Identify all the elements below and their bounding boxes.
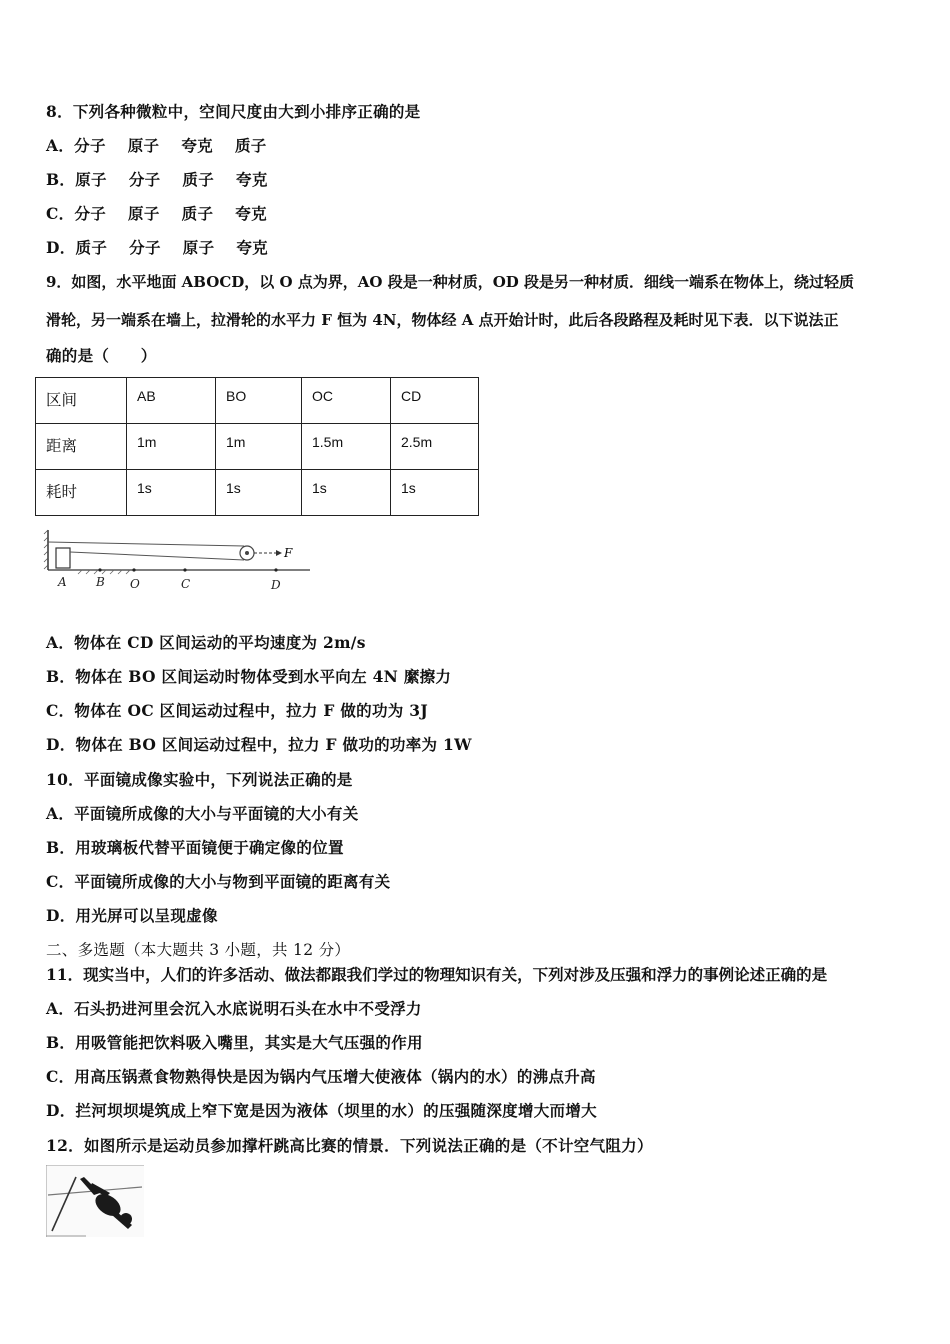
table-cell: 1s <box>216 470 302 516</box>
table-cell: 2.5m <box>391 424 479 470</box>
table-cell: 1m <box>127 424 216 470</box>
table-cell: 距离 <box>36 424 127 470</box>
table-cell: 1.5m <box>302 424 391 470</box>
table-cell: 1s <box>127 470 216 516</box>
point-d <box>274 568 277 571</box>
force-arrow-head <box>276 550 282 556</box>
string-lower <box>70 552 244 560</box>
q9-stem-line2: 滑轮，另一端系在墙上，拉滑轮的水平力 F 恒为 4N，物体经 A 点开始计时，此后各段路程及耗时见下表．以下说法正 <box>46 311 839 329</box>
string-upper <box>48 542 244 546</box>
table-row <box>36 424 479 470</box>
table-cell: 区间 <box>36 378 127 424</box>
table-row <box>36 378 479 424</box>
table-cell: OC <box>302 378 391 424</box>
q11-option-d: D．拦河坝坝堤筑成上窄下宽是因为液体（坝里的水）的压强随深度增大而增大 <box>46 1101 597 1120</box>
q9-stem-line3: 确的是（ ） <box>46 346 157 365</box>
table-row <box>36 470 479 516</box>
label-d: D <box>271 578 281 592</box>
section-title: 二、多选题（本大题共 3 小题，共 12 分） <box>46 941 351 959</box>
q9-data-table <box>35 377 479 516</box>
table-cell: 1m <box>216 424 302 470</box>
label-b: B <box>96 575 105 589</box>
q8-option-d: D．质子 分子 原子 夸克 <box>46 238 268 257</box>
point-o <box>132 568 135 571</box>
table-cell: BO <box>216 378 302 424</box>
table-cell: 1s <box>391 470 479 516</box>
q8-option-a: A．分子 原子 夸克 质子 <box>46 136 267 155</box>
label-a: A <box>58 575 67 589</box>
q12-stem: 12．如图所示是运动员参加撑杆跳高比赛的情景．下列说法正确的是（不计空气阻力） <box>46 1136 653 1155</box>
q8-option-b: B．原子 分子 质子 夸克 <box>46 170 268 189</box>
q11-option-c: C．用高压锅煮食物熟得快是因为锅内气压增大使液体（锅内的水）的沸点升高 <box>46 1067 596 1086</box>
label-f: F <box>284 546 293 560</box>
q10-option-c: C．平面镜所成像的大小与物到平面镜的距离有关 <box>46 872 391 891</box>
label-c: C <box>181 577 191 591</box>
q10-option-a: A．平面镜所成像的大小与平面镜的大小有关 <box>46 804 359 823</box>
q9-option-d: D．物体在 BO 区间运动过程中，拉力 F 做功的功率为 1W <box>46 735 472 754</box>
q9-option-b: B．物体在 BO 区间运动时物体受到水平向左 4N 縻擦力 <box>46 667 452 686</box>
pulley-axle <box>245 551 249 555</box>
pole-vault-image <box>46 1165 144 1237</box>
q10-stem: 10．平面镜成像实验中，下列说法正确的是 <box>46 770 353 789</box>
point-c <box>183 568 186 571</box>
q9-option-a: A．物体在 CD 区间运动的平均速度为 2m/s <box>46 633 366 652</box>
table-cell: AB <box>127 378 216 424</box>
q9-option-c: C．物体在 OC 区间运动过程中，拉力 F 做的功为 3J <box>46 701 428 720</box>
q9-stem-line1: 9．如图，水平地面 ABOCD，以 O 点为界，AO 段是一种材质，OD 段是另一种材质．细线一端系在物体上，绕过轻质 <box>46 273 855 291</box>
point-b <box>98 568 101 571</box>
label-o: O <box>130 577 140 591</box>
q10-option-b: B．用玻璃板代替平面镜便于确定像的位置 <box>46 838 344 857</box>
q10-option-d: D．用光屏可以呈现虚像 <box>46 906 218 925</box>
q11-option-b: B．用吸管能把饮料吸入嘴里，其实是大气压强的作用 <box>46 1033 423 1052</box>
table-cell: 耗时 <box>36 470 127 516</box>
q8-stem: 8．下列各种微粒中，空间尺度由大到小排序正确的是 <box>46 102 421 121</box>
table-cell: 1s <box>302 470 391 516</box>
q11-stem: 11．现实当中，人们的许多活动、做法都跟我们学过的物理知识有关，下列对涉及压强和浮力的事例论述正确的是 <box>46 965 828 984</box>
object-block <box>56 548 70 568</box>
q11-option-a: A．石头扔进河里会沉入水底说明石头在水中不受浮力 <box>46 999 422 1018</box>
table-cell: CD <box>391 378 479 424</box>
q9-pulley-diagram <box>38 526 318 596</box>
q8-option-c: C．分子 原子 质子 夸克 <box>46 204 267 223</box>
